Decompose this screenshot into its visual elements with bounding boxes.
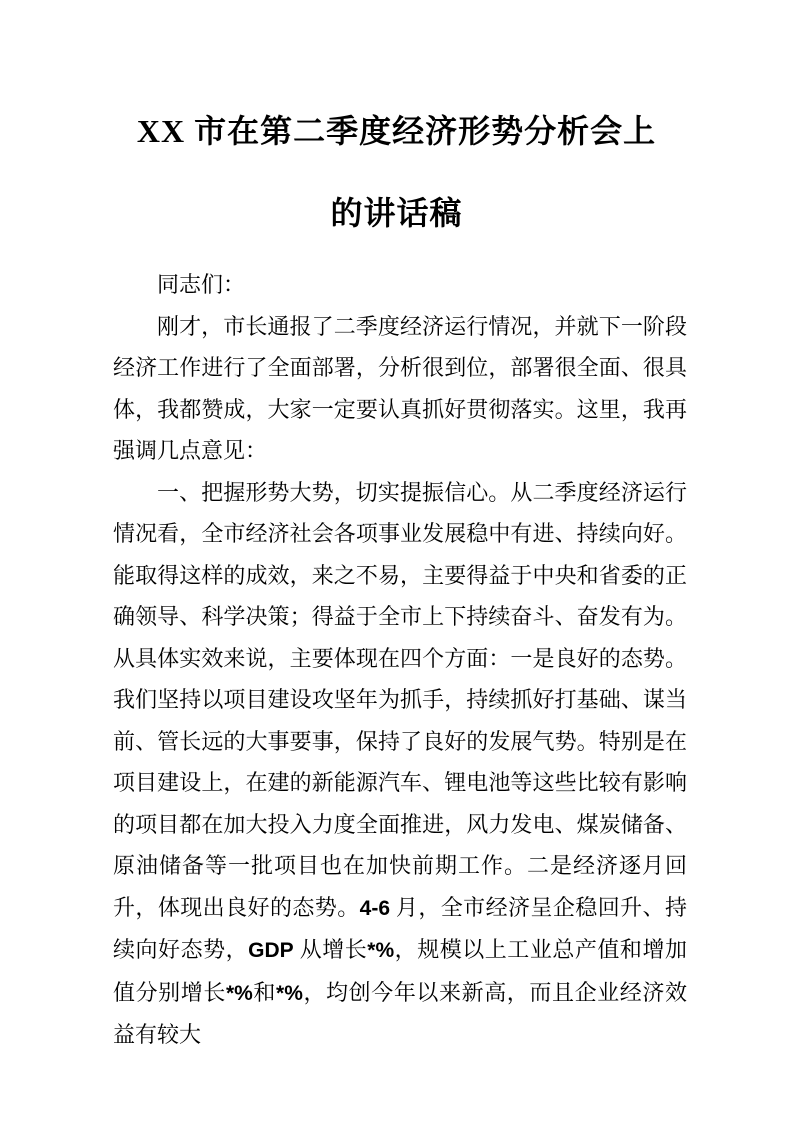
body-text: 从增长 [293, 937, 368, 962]
document-body [0, 264, 793, 1056]
document-title [0, 90, 793, 254]
emphasis-text: *% [225, 981, 253, 1005]
body-text: 月，全市经济呈企稳回升、持续向好态势， [113, 894, 687, 962]
title-line-1: XX 市在第二季度经济形势分析会上 [136, 113, 657, 149]
emphasis-text: 4-6 [359, 896, 390, 920]
emphasis-text: *% [276, 981, 303, 1005]
body-text: 同志们： [157, 272, 246, 297]
emphasis-text: *% [367, 939, 395, 962]
paragraph [113, 264, 687, 306]
title-line-2: 的讲话稿 [330, 195, 463, 231]
paragraph [113, 472, 687, 1056]
body-text: 和 [252, 979, 277, 1005]
body-text: ，均创今年以来新高，而且企业经济效益有较大 [113, 979, 687, 1047]
paragraph [113, 306, 687, 472]
body-text: 一、把握形势大势，切实提振信心。从二季度经济运行情况看，全市经济社会各项事业发展稳中有进、持续向好。能取得这样的成效，来之不易，主要得益于中央和省委的正确领导、科学决策；得益于全市上下持续奋斗、奋发有为。从具体实效来说，主要体现在四个方面：一是良好的态势。我们坚持以项目建设攻坚年为抓手，持续抓好打基础、谋当前、管长远的大事要事，保持了良好的发展气势。特别是在项目建设上，在建的新能源汽车、锂电池等这些比较有影响的项目都在加大投入力度全面推进，风力发电、煤炭储备、原油储备等一批项目也在加快前期工作。二是经济逐月回升，体现出良好的态势。 [113, 479, 687, 920]
body-text: ，规模以上工业总产值和增加值分别增长 [113, 937, 687, 1005]
body-text: 刚才，市长通报了二季度经济运行情况，并就下一阶段经济工作进行了全面部署，分析很到位，部署很全面、很具体，我都赞成，大家一定要认真抓好贯彻落实。这里，我再强调几点意见： [113, 313, 687, 463]
emphasis-text: GDP [248, 939, 294, 962]
